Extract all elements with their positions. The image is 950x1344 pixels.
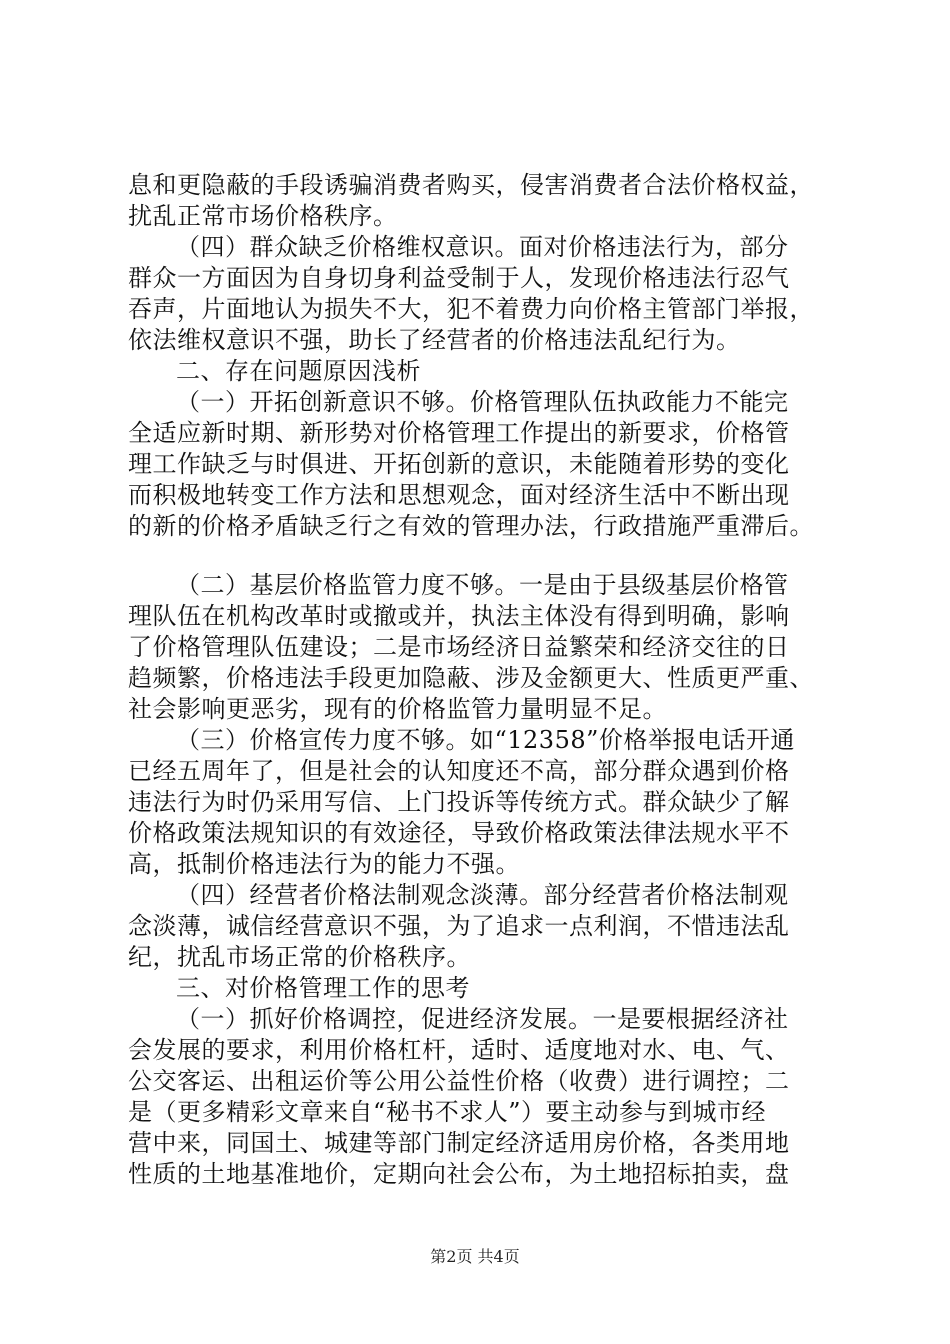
text-line: 纪，扰乱市场正常的价格秩序。	[128, 943, 471, 971]
text-line: （四）群众缺乏价格维权意识。面对价格违法行为，部分	[176, 233, 789, 261]
text-line: 了价格管理队伍建设；二是市场经济日益繁荣和经济交往的日	[128, 633, 790, 661]
text-line: 二、存在问题原因浅析	[176, 357, 421, 385]
text-line: 会发展的要求，利用价格杠杆，适时、适度地对水、电、气、	[128, 1036, 790, 1064]
text-line: 社会影响更恶劣，现有的价格监管力量明显不足。	[128, 695, 667, 723]
text-line: （一）抓好价格调控，促进经济发展。一是要根据经济社	[176, 1005, 789, 1033]
text-line: 已经五周年了，但是社会的认知度还不高，部分群众遇到价格	[128, 757, 790, 785]
text-line: 三、对价格管理工作的思考	[176, 974, 470, 1002]
text-line: 息和更隐蔽的手段诱骗消费者购买，侵害消费者合法价格权益，	[128, 171, 814, 199]
text-line: 扰乱正常市场价格秩序。	[128, 202, 398, 230]
text-line: 而积极地转变工作方法和思想观念，面对经济生活中不断出现	[128, 481, 790, 509]
text-line: 吞声，片面地认为损失不大，犯不着费力向价格主管部门举报，	[128, 295, 814, 323]
page-footer: 第2页 共4页	[430, 1247, 520, 1266]
text-line: 理队伍在机构改革时或撤或并，执法主体没有得到明确，影响	[128, 602, 790, 630]
text-line: （四）经营者价格法制观念淡薄。部分经营者价格法制观	[176, 881, 789, 909]
text-line: 违法行为时仍采用写信、上门投诉等传统方式。群众缺少了解	[128, 788, 790, 816]
text-line: （二）基层价格监管力度不够。一是由于县级基层价格管	[176, 571, 789, 599]
text-line: 群众一方面因为自身切身利益受制于人，发现价格违法行忍气	[128, 264, 790, 292]
text-line: 依法维权意识不强，助长了经营者的价格违法乱纪行为。	[128, 326, 741, 354]
text-line: 趋频繁，价格违法手段更加隐蔽、涉及金额更大、性质更严重、	[128, 664, 814, 692]
text-line: 的新的价格矛盾缺乏行之有效的管理办法，行政措施严重滞后。	[128, 512, 814, 540]
paragraph-gap	[128, 542, 848, 570]
text-line: 全适应新时期、新形势对价格管理工作提出的新要求，价格管	[128, 419, 790, 447]
text-line: 高，抵制价格违法行为的能力不强。	[128, 850, 520, 878]
text-line: （一）开拓创新意识不够。价格管理队伍执政能力不能完	[176, 388, 789, 416]
text-line: 性质的土地基准地价，定期向社会公布，为土地招标拍卖，盘	[128, 1160, 790, 1188]
text-line: （三）价格宣传力度不够。如“12358”价格举报电话开通	[176, 726, 795, 754]
text-line: 价格政策法规知识的有效途径，导致价格政策法律法规水平不	[128, 819, 790, 847]
text-line: 公交客运、出租运价等公用公益性价格（收费）进行调控；二	[128, 1067, 790, 1095]
text-line: 营中来，同国土、城建等部门制定经济适用房价格，各类用地	[128, 1129, 790, 1157]
text-line: 念淡薄，诚信经营意识不强，为了追求一点利润，不惜违法乱	[128, 912, 790, 940]
text-line: 是（更多精彩文章来自“秘书不求人”）要主动参与到城市经	[128, 1098, 767, 1126]
document-body	[128, 170, 848, 1190]
text-line: 理工作缺乏与时俱进、开拓创新的意识，未能随着形势的变化	[128, 450, 790, 478]
